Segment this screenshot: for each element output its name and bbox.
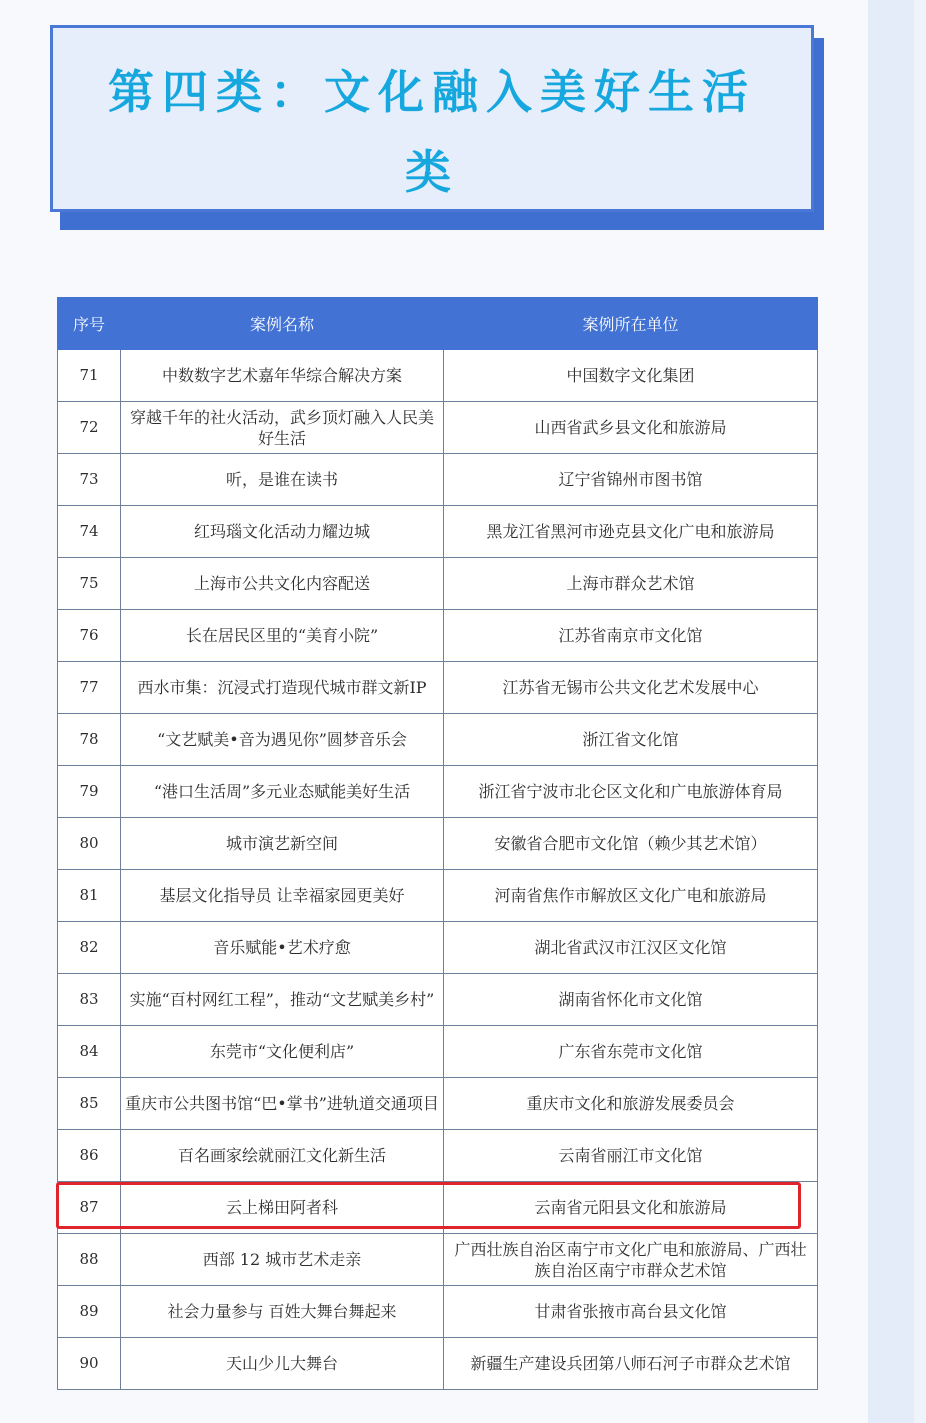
row-case-name: 东莞市“文化便利店” (121, 1026, 444, 1078)
row-case-unit: 甘肃省张掖市高台县文化馆 (444, 1286, 818, 1338)
row-serial-number: 88 (58, 1234, 121, 1286)
table-row (58, 870, 818, 922)
section-title (53, 52, 811, 212)
row-case-name: 长在居民区里的“美育小院” (121, 610, 444, 662)
table-body (58, 350, 818, 1390)
row-case-unit: 江苏省无锡市公共文化艺术发展中心 (444, 662, 818, 714)
row-case-name: 基层文化指导员 让幸福家园更美好 (121, 870, 444, 922)
row-case-unit: 新疆生产建设兵团第八师石河子市群众艺术馆 (444, 1338, 818, 1390)
table-row (58, 558, 818, 610)
row-case-name: 百名画家绘就丽江文化新生活 (121, 1130, 444, 1182)
row-case-name: 西水市集：沉浸式打造现代城市群文新IP (121, 662, 444, 714)
header-case-unit: 案例所在单位 (444, 298, 818, 350)
row-case-unit: 河南省焦作市解放区文化广电和旅游局 (444, 870, 818, 922)
row-serial-number: 77 (58, 662, 121, 714)
table-row (58, 350, 818, 402)
header-case-name: 案例名称 (121, 298, 444, 350)
case-table (57, 297, 818, 1390)
row-serial-number: 76 (58, 610, 121, 662)
row-case-name: 实施“百村网红工程”，推动“文艺赋美乡村” (121, 974, 444, 1026)
row-serial-number: 82 (58, 922, 121, 974)
row-case-name: “港口生活周”多元业态赋能美好生活 (121, 766, 444, 818)
row-serial-number: 85 (58, 1078, 121, 1130)
row-case-name: 重庆市公共图书馆“巴•掌书”进轨道交通项目 (121, 1078, 444, 1130)
table-row (58, 714, 818, 766)
title-banner (50, 25, 814, 212)
table-row (58, 662, 818, 714)
row-serial-number: 72 (58, 402, 121, 454)
row-case-name: 中数数字艺术嘉年华综合解决方案 (121, 350, 444, 402)
row-case-unit: 安徽省合肥市文化馆（赖少其艺术馆） (444, 818, 818, 870)
table-row (58, 506, 818, 558)
row-case-unit: 广西壮族自治区南宁市文化广电和旅游局、广西壮族自治区南宁市群众艺术馆 (444, 1234, 818, 1286)
row-case-unit: 云南省丽江市文化馆 (444, 1130, 818, 1182)
table-row (58, 610, 818, 662)
row-serial-number: 73 (58, 454, 121, 506)
row-case-unit: 广东省东莞市文化馆 (444, 1026, 818, 1078)
row-case-name: 天山少儿大舞台 (121, 1338, 444, 1390)
row-case-name: 城市演艺新空间 (121, 818, 444, 870)
row-serial-number: 83 (58, 974, 121, 1026)
table-row (58, 1182, 818, 1234)
table-row (58, 454, 818, 506)
row-serial-number: 84 (58, 1026, 121, 1078)
row-case-name: 听，是谁在读书 (121, 454, 444, 506)
row-case-unit: 黑龙江省黑河市逊克县文化广电和旅游局 (444, 506, 818, 558)
table-header-row (58, 298, 818, 350)
row-serial-number: 90 (58, 1338, 121, 1390)
row-case-unit: 云南省元阳县文化和旅游局 (444, 1182, 818, 1234)
row-case-unit: 江苏省南京市文化馆 (444, 610, 818, 662)
row-case-name: 音乐赋能•艺术疗愈 (121, 922, 444, 974)
table-row (58, 1234, 818, 1286)
row-serial-number: 80 (58, 818, 121, 870)
section-title-line-2: 类 (405, 145, 459, 199)
header-serial-number: 序号 (58, 298, 121, 350)
row-case-name: 社会力量参与 百姓大舞台舞起来 (121, 1286, 444, 1338)
table-row (58, 974, 818, 1026)
row-serial-number: 75 (58, 558, 121, 610)
table-row (58, 1026, 818, 1078)
table-row (58, 818, 818, 870)
row-case-unit: 湖北省武汉市江汉区文化馆 (444, 922, 818, 974)
scrollbar-track[interactable] (914, 0, 926, 1423)
row-case-unit: 山西省武乡县文化和旅游局 (444, 402, 818, 454)
row-serial-number: 87 (58, 1182, 121, 1234)
row-case-unit: 浙江省宁波市北仑区文化和广电旅游体育局 (444, 766, 818, 818)
table-row (58, 1078, 818, 1130)
row-case-name: 红玛瑙文化活动力耀边城 (121, 506, 444, 558)
table-row (58, 402, 818, 454)
section-title-line-1: 第四类：文化融入美好生活 (108, 65, 756, 119)
row-case-unit: 上海市群众艺术馆 (444, 558, 818, 610)
row-serial-number: 79 (58, 766, 121, 818)
table-row (58, 1286, 818, 1338)
table-row (58, 922, 818, 974)
row-serial-number: 89 (58, 1286, 121, 1338)
row-case-name: 上海市公共文化内容配送 (121, 558, 444, 610)
table-row (58, 766, 818, 818)
row-case-name: 云上梯田阿者科 (121, 1182, 444, 1234)
row-serial-number: 74 (58, 506, 121, 558)
row-serial-number: 71 (58, 350, 121, 402)
page-margin-strip (868, 0, 926, 1423)
row-case-name: 穿越千年的社火活动，武乡顶灯融入人民美好生活 (121, 402, 444, 454)
row-serial-number: 86 (58, 1130, 121, 1182)
row-case-unit: 浙江省文化馆 (444, 714, 818, 766)
row-case-unit: 湖南省怀化市文化馆 (444, 974, 818, 1026)
row-serial-number: 78 (58, 714, 121, 766)
row-case-unit: 中国数字文化集团 (444, 350, 818, 402)
row-serial-number: 81 (58, 870, 121, 922)
table-row (58, 1130, 818, 1182)
row-case-name: 西部 12 城市艺术走亲 (121, 1234, 444, 1286)
table-row (58, 1338, 818, 1390)
row-case-name: “文艺赋美•音为遇见你”圆梦音乐会 (121, 714, 444, 766)
row-case-unit: 重庆市文化和旅游发展委员会 (444, 1078, 818, 1130)
row-case-unit: 辽宁省锦州市图书馆 (444, 454, 818, 506)
